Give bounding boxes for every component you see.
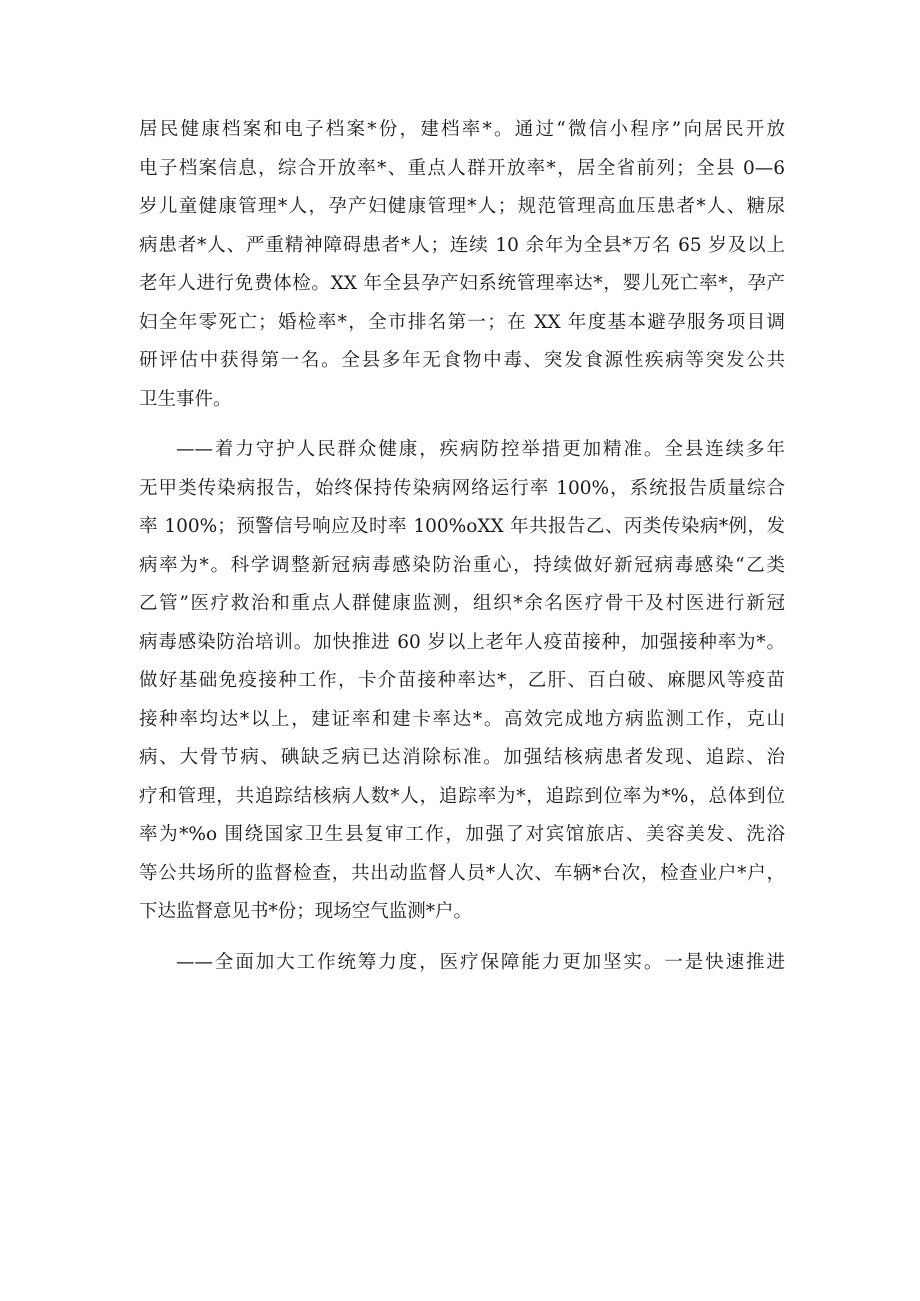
document-page [139, 111, 785, 982]
paragraph-disease-control [139, 431, 785, 932]
paragraph-medical-security [139, 944, 785, 983]
text-line: 等公共场所的监督检查，共出动监督人员*人次、车辆*台次，检查业户*户， [139, 862, 785, 884]
text-line: 研评估中获得第一名。全县多年无食物中毒、突发食源性疾病等突发公共 [139, 350, 785, 371]
text-line: 岁儿童健康管理*人，孕产妇健康管理*人；规范管理高血压患者*人、糖尿 [139, 196, 785, 217]
text-line: 接种率均达*以上，建证率和建卡率达*。高效完成地方病监测工作，克山 [139, 708, 785, 730]
text-line: ——着力守护人民群众健康，疾病防控举措更加精准。全县连续多年 [176, 439, 785, 460]
paragraph-health-records [139, 111, 785, 419]
text-line: 老年人进行免费体检。XX 年全县孕产妇系统管理率达*，婴儿死亡率*，孕产 [139, 273, 785, 294]
text-line: 率为*%o 围绕国家卫生县复审工作，加强了对宾馆旅店、美容美发、洗浴 [139, 824, 785, 845]
text-line: 乙管”医疗救治和重点人群健康监测，组织*余名医疗骨干及村医进行新冠 [139, 593, 785, 614]
text-line: 病、大骨节病、碘缺乏病已达消除标准。加强结核病患者发现、追踪、治 [139, 747, 785, 768]
text-line: 电子档案信息，综合开放率*、重点人群开放率*，居全省前列；全县 0—6 [139, 157, 785, 179]
text-line: 做好基础免疫接种工作，卡介苗接种率达*，乙肝、百白破、麻腮风等疫苗 [139, 670, 785, 691]
text-line: 疗和管理，共追踪结核病人数*人，追踪率为*，追踪到位率为*%，总体到位 [139, 785, 785, 807]
text-line: 下达监督意见书*份；现场空气监测*户。 [139, 901, 473, 922]
text-line: 病毒感染防治培训。加快推进 60 岁以上老年人疫苗接种，加强接种率为*。 [139, 631, 785, 653]
text-line: 率 100%；预警信号响应及时率 100%oXX 年共报告乙、丙类传染病*例，发 [139, 516, 785, 537]
text-line: 病患者*人、严重精神障碍患者*人；连续 10 余年为全县*万名 65 岁及以上 [139, 234, 785, 256]
text-line: 病率为*。科学调整新冠病毒感染防治重心，持续做好新冠病毒感染“乙类 [139, 554, 785, 576]
text-line: 居民健康档案和电子档案*份，建档率*。通过“微信小程序”向居民开放 [139, 119, 785, 140]
text-line: 妇全年零死亡；婚检率*，全市排名第一；在 XX 年度基本避孕服务项目调 [139, 311, 785, 333]
text-line: 无甲类传染病报告，始终保持传染病网络运行率 100%，系统报告质量综合 [139, 477, 785, 499]
text-line: 卫生事件。 [139, 388, 232, 410]
text-line: ——全面加大工作统筹力度，医疗保障能力更加坚实。一是快速推进 [176, 951, 785, 973]
